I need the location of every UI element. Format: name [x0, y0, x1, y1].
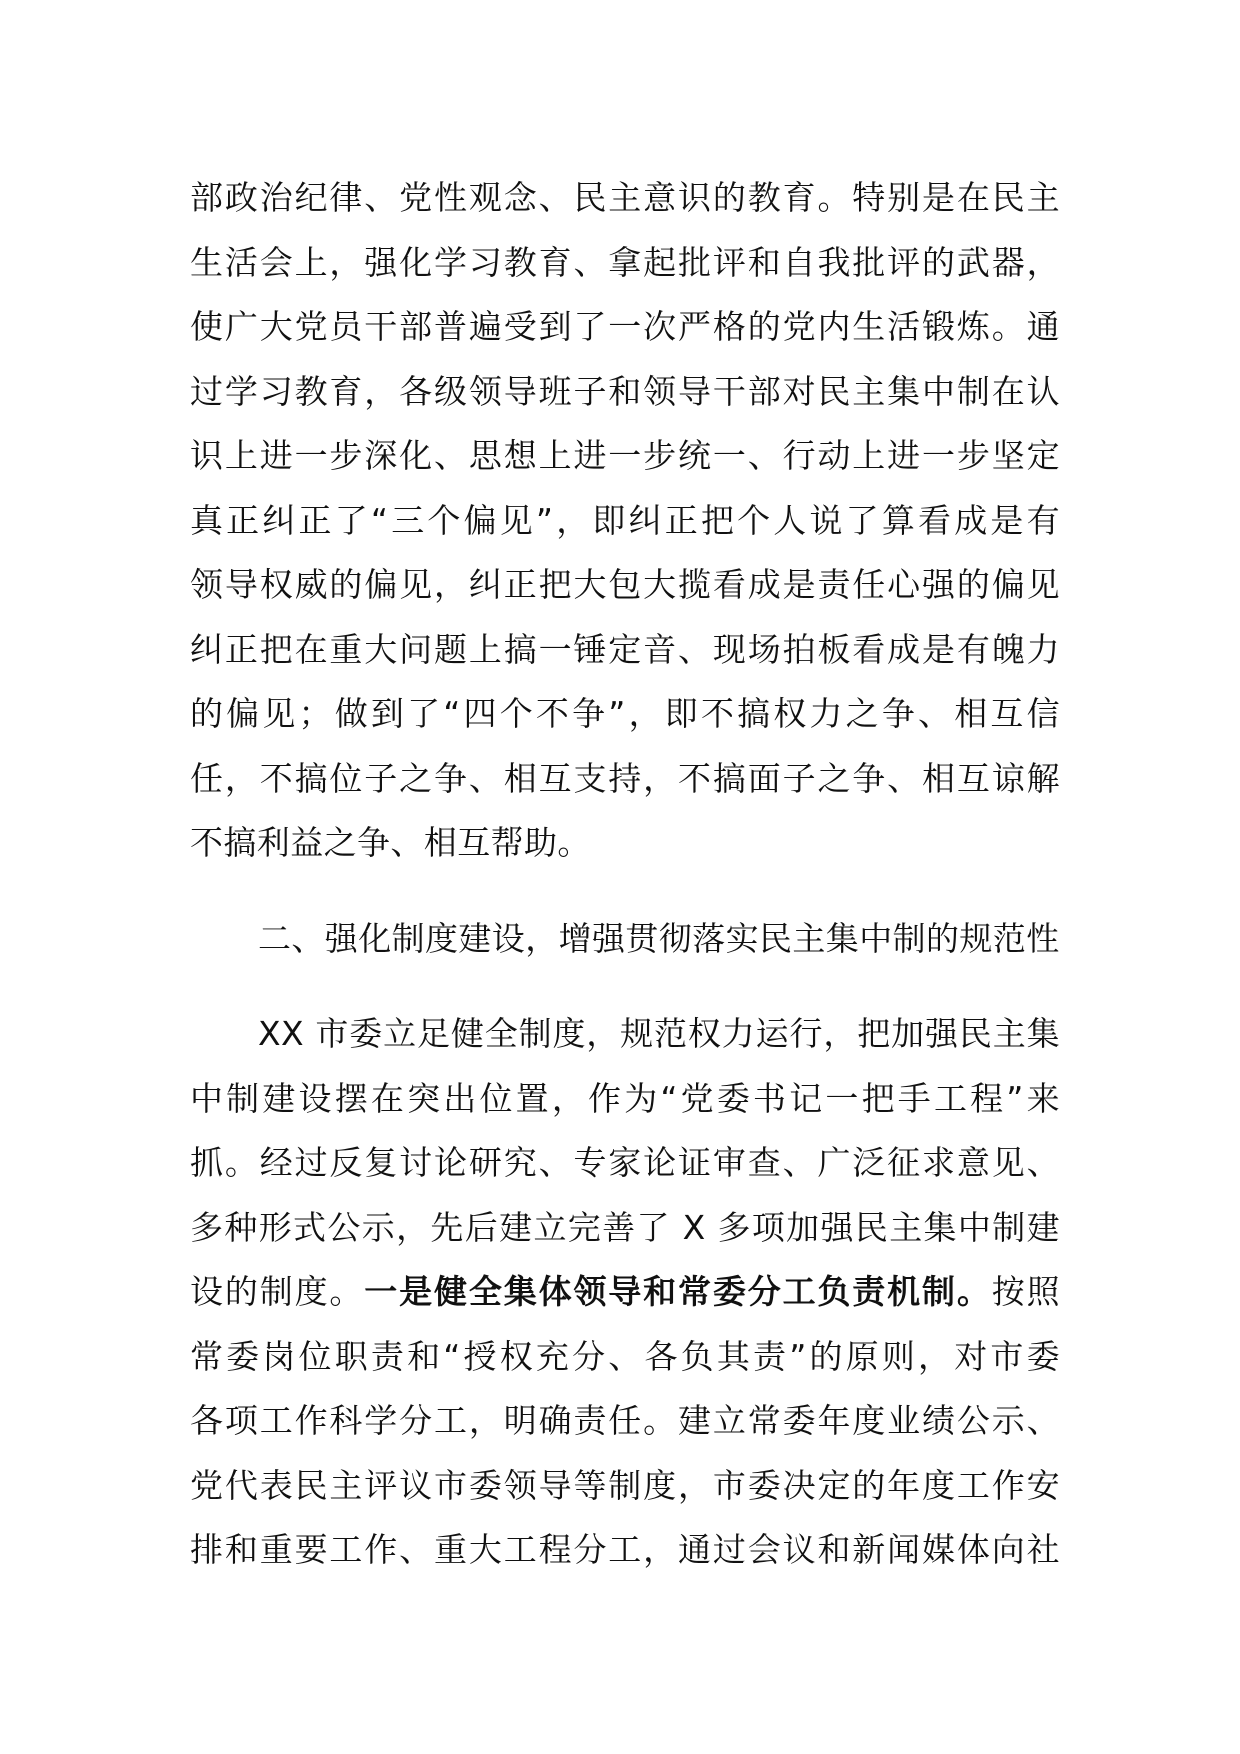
paragraph-line: 中制建设摆在突出位置，作为“党委书记一把手工程”来 — [190, 1078, 1060, 1118]
paragraph-line: 过学习教育，各级领导班子和领导干部对民主集中制在认 — [190, 371, 1060, 411]
paragraph-line: 任，不搞位子之争、相互支持，不搞面子之争、相互谅解 — [190, 758, 1060, 798]
paragraph-line: 不搞利益之争、相互帮助。 — [190, 823, 591, 862]
paragraph-line: 生活会上，强化学习教育、拿起批评和自我批评的武器， — [190, 242, 1060, 282]
paragraph-line: XX 市委立足健全制度，规范权力运行，把加强民主集 — [258, 1014, 1060, 1053]
paragraph-line: 纠正把在重大问题上搞一锤定音、现场拍板看成是有魄力 — [190, 629, 1060, 669]
section-heading: 二、强化制度建设，增强贯彻落实民主集中制的规范性 — [258, 919, 1060, 958]
paragraph-line: 排和重要工作、重大工程分工，通过会议和新闻媒体向社 — [190, 1530, 1060, 1569]
paragraph-line: 识上进一步深化、思想上进一步统一、行动上进一步坚定 — [190, 436, 1060, 475]
paragraph-line: 党代表民主评议市委领导等制度，市委决定的年度工作安 — [190, 1465, 1060, 1505]
paragraph-line-with-bold-text — [190, 1260, 1060, 1325]
paragraph-line: 真正纠正了“三个偏见”，即纠正把个人说了算看成是有 — [190, 500, 1060, 540]
paragraph-line: 常委岗位职责和“授权充分、各负其责”的原则，对市委 — [190, 1336, 1060, 1376]
bold-subheading: 一是健全集体领导和常委分工负责机制。 — [364, 1272, 992, 1311]
paragraph-line: 使广大党员干部普遍受到了一次严格的党内生活锻炼。通 — [190, 307, 1060, 346]
paragraph-line: 抓。经过反复讨论研究、专家论证审查、广泛征求意见、 — [190, 1143, 1060, 1182]
paragraph-education — [190, 166, 1060, 876]
paragraph-line: 部政治纪律、党性观念、民主意识的教育。特别是在民主 — [190, 178, 1060, 217]
paragraph-line: 的偏见；做到了“四个不争”，即不搞权力之争、相互信 — [190, 694, 1060, 733]
paragraph-line: 领导权威的偏见，纠正把大包大揽看成是责任心强的偏见 — [190, 565, 1060, 604]
paragraph-line: 各项工作科学分工，明确责任。建立常委年度业绩公示、 — [190, 1401, 1060, 1440]
paragraph-system-building — [190, 1002, 1060, 1583]
line-text: 设的制度。 — [190, 1272, 365, 1311]
paragraph-line: 多种形式公示，先后建立完善了 X 多项加强民主集中制建 — [190, 1207, 1060, 1247]
line-text: 按照 — [991, 1272, 1061, 1311]
